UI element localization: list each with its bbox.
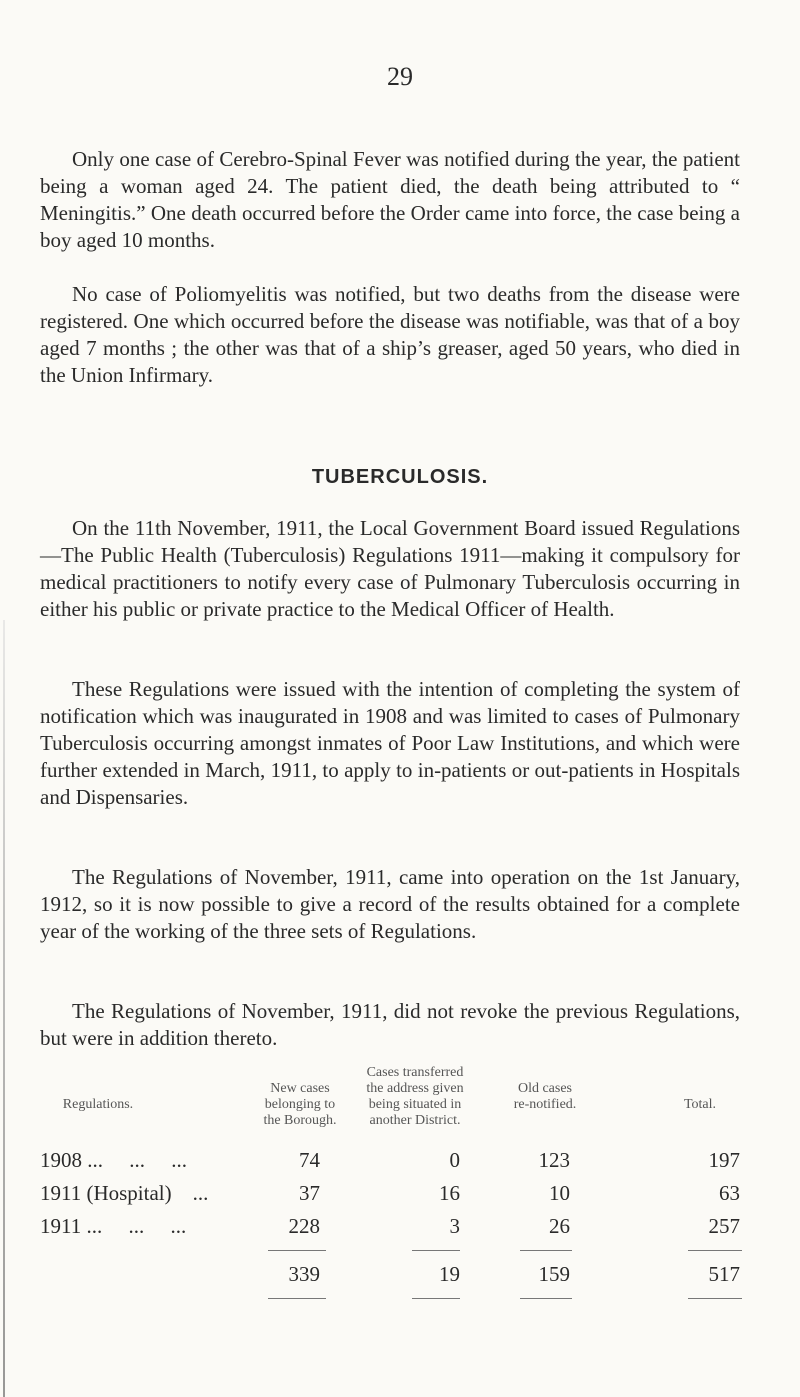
total-new: 339 bbox=[288, 1262, 320, 1286]
row-transferred: 0 bbox=[449, 1148, 460, 1172]
paragraph-poliomyelitis bbox=[40, 281, 740, 389]
row-total: 197 bbox=[708, 1148, 740, 1172]
row-new: 37 bbox=[299, 1181, 320, 1205]
total-total: 517 bbox=[708, 1262, 740, 1286]
paragraph-text: No case of Poliomyelitis was notified, but two deaths from the disease were registered. One which occurred before the disease was notifiable, was that of a boy aged 7 months ; the other was that of a ship’s greaser, aged 50 years, who died in the Union Infirmary. bbox=[40, 282, 740, 387]
paragraph-tb-1 bbox=[40, 515, 740, 623]
paragraph-tb-4 bbox=[40, 998, 740, 1052]
header-total: Total. bbox=[683, 1097, 717, 1112]
header-transferred: Cases transferred the address given being situated in another District. bbox=[366, 1065, 464, 1128]
header-new-cases: New cases belonging to the Borough. bbox=[263, 1081, 337, 1128]
sum-rule bbox=[688, 1250, 742, 1251]
total-rule bbox=[520, 1298, 572, 1299]
row-old: 26 bbox=[549, 1214, 570, 1238]
paragraph-text: Only one case of Cerebro-Spinal Fever was notified during the year, the patient being a woman aged 24. The patient died, the death being attributed to “ Meningitis.” One death occurred before the Order came into force, the case being a boy aged 10 months. bbox=[40, 147, 740, 252]
total-rule bbox=[412, 1298, 460, 1299]
paragraph-text: The Regulations of November, 1911, came into operation on the 1st January, 1912, so it is now possible to give a record of the results obtained for a complete year of the working of the three sets of Regulations. bbox=[40, 865, 740, 943]
section-heading: TUBERCULOSIS. bbox=[311, 466, 489, 488]
row-old: 10 bbox=[549, 1181, 570, 1205]
row-transferred: 3 bbox=[449, 1214, 460, 1238]
sum-rule bbox=[412, 1250, 460, 1251]
row-total: 63 bbox=[719, 1181, 740, 1205]
sum-rule bbox=[268, 1250, 326, 1251]
paragraph-tb-3 bbox=[40, 864, 740, 945]
paragraph-cerebro-spinal bbox=[40, 146, 740, 254]
sum-rule bbox=[520, 1250, 572, 1251]
paragraph-text: The Regulations of November, 1911, did not revoke the previous Regulations, but were in addition thereto. bbox=[40, 999, 740, 1050]
page-edge-shadow bbox=[3, 620, 5, 1397]
page-number: 29 bbox=[387, 62, 413, 91]
total-rule bbox=[688, 1298, 742, 1299]
row-transferred: 16 bbox=[439, 1181, 460, 1205]
total-old: 159 bbox=[538, 1262, 570, 1286]
row-old: 123 bbox=[538, 1148, 570, 1172]
row-new: 228 bbox=[288, 1214, 320, 1238]
header-regulations: Regulations. bbox=[62, 1097, 134, 1112]
row-label: 1911 (Hospital) ... bbox=[40, 1181, 209, 1205]
paragraph-text: On the 11th November, 1911, the Local Government Board issued Regulations—The Public Health (Tuberculosis) Regulations 1911—making it compulsory for medical practitioners to notify every case of Pulmonary Tuberculosis occurring in either his public or private practice to the Medical Officer of Health. bbox=[40, 516, 740, 621]
paragraph-tb-2 bbox=[40, 676, 740, 811]
header-old-cases: Old cases re-notified. bbox=[513, 1081, 577, 1112]
row-label: 1911 ... ... ... bbox=[40, 1214, 187, 1238]
row-new: 74 bbox=[299, 1148, 320, 1172]
row-label: 1908 ... ... ... bbox=[40, 1148, 187, 1172]
paragraph-text: These Regulations were issued with the intention of completing the system of notification which was inaugurated in 1908 and was limited to cases of Pulmonary Tuberculosis occurring amongst inmates of Poor Law Institutions, and which were further extended in March, 1911, to apply to in-patients or out-patients in Hospitals and Dispensaries. bbox=[40, 677, 740, 809]
row-total: 257 bbox=[708, 1214, 740, 1238]
total-transferred: 19 bbox=[439, 1262, 460, 1286]
total-rule bbox=[268, 1298, 326, 1299]
